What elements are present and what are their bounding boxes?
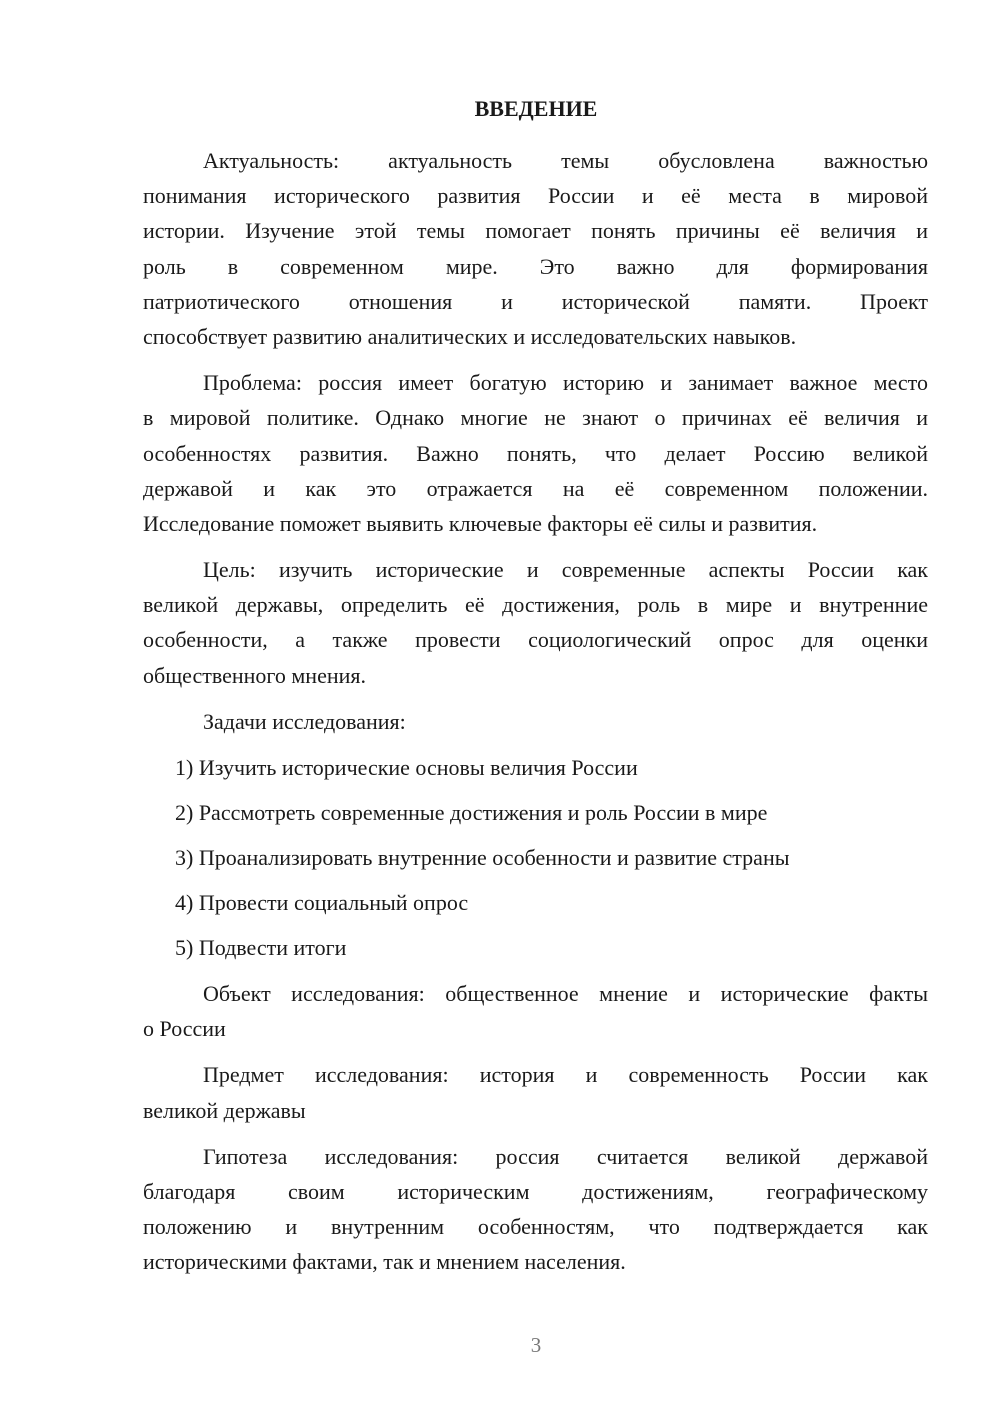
- text-line: роль в современном мире. Это важно для формирования: [143, 253, 928, 279]
- tasks-list: [143, 745, 928, 970]
- paragraphs-before: [143, 143, 928, 739]
- text-line: в мировой политике. Однако многие не знают о причинах её величия и: [143, 405, 928, 431]
- task-item: 5) Подвести итоги: [175, 935, 347, 960]
- text-line: Актуальность: актуальность темы обусловлена важностью: [203, 148, 928, 173]
- text-line: благодаря своим историческим достижениям, географическому: [143, 1178, 928, 1204]
- task-item: 2) Рассмотреть современные достижения и роль России в мире: [175, 800, 768, 825]
- text-line: Гипотеза исследования: россия считается великой державой: [203, 1143, 928, 1169]
- task-item: 1) Изучить исторические основы величия России: [175, 755, 638, 780]
- text-line: общественного мнения.: [143, 662, 366, 688]
- task-item: 4) Провести социальный опрос: [175, 890, 469, 915]
- text-line: великой державы, определить её достижения, роль в мире и внутренние: [143, 592, 928, 618]
- section-heading: ВВЕДЕНИЕ: [474, 96, 598, 121]
- text-line: особенности, а также провести социологический опрос для оценки: [143, 627, 928, 653]
- text-line: положению и внутренним особенностям, что подтверждается как: [143, 1214, 928, 1240]
- paragraph: [143, 976, 928, 1046]
- paragraph: [143, 143, 928, 354]
- text-line: историческими фактами, так и мнением населения.: [143, 1249, 626, 1275]
- text-line: о России: [143, 1016, 226, 1042]
- paragraph: [143, 552, 928, 693]
- text-line: понимания исторического развития России и её места в мировой: [143, 183, 928, 209]
- text-line: особенностях развития. Важно понять, что делает Россию великой: [143, 440, 928, 466]
- text-line: Исследование поможет выявить ключевые факторы её силы и развития.: [143, 510, 818, 536]
- paragraph: [143, 704, 928, 739]
- text-line: Объект исследования: общественное мнение и исторические факты: [203, 981, 928, 1006]
- text-line: патриотического отношения и исторической памяти. Проект: [143, 288, 928, 314]
- paragraph: [143, 1139, 928, 1280]
- text-line: Предмет исследования: история и современность России как: [203, 1062, 928, 1088]
- document-body: [143, 143, 928, 1291]
- text-line: способствует развитию аналитических и исследовательских навыков.: [143, 323, 797, 349]
- task-item: 3) Проанализировать внутренние особенности и развитие страны: [175, 845, 790, 870]
- paragraph: [143, 1057, 928, 1127]
- text-line: истории. Изучение этой темы помогает понять причины её величия и: [143, 218, 928, 244]
- text-line: Цель: изучить исторические и современные аспекты России как: [203, 557, 928, 583]
- text-line: державой и как это отражается на её современном положении.: [143, 475, 928, 501]
- paragraphs-after: [143, 976, 928, 1280]
- page-number: 3: [530, 1333, 542, 1357]
- paragraph: [143, 365, 928, 541]
- text-line: великой державы: [143, 1097, 306, 1123]
- text-line: Задачи исследования:: [203, 708, 406, 734]
- text-line: Проблема: россия имеет богатую историю и занимает важное место: [203, 370, 928, 396]
